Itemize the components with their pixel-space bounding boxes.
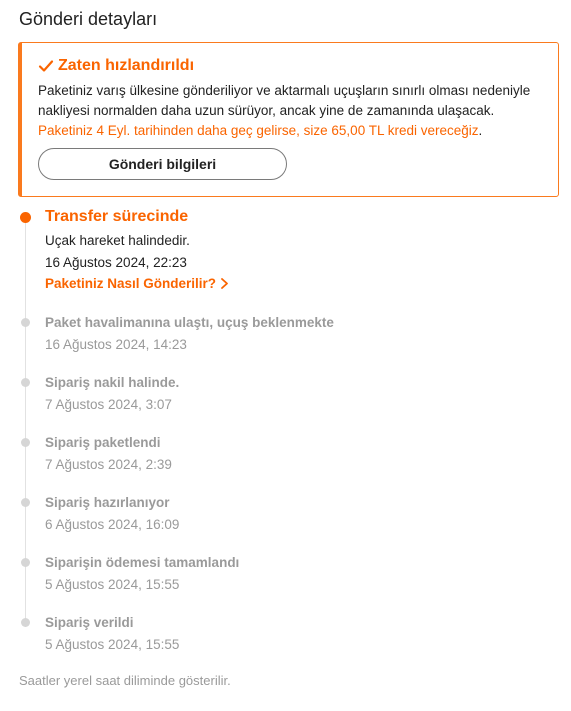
credit-promise	[38, 121, 548, 141]
timeline-step-date: 6 Ağustos 2024, 16:09	[45, 517, 180, 532]
timezone-note: Saatler yerel saat diliminde gösterilir.	[19, 673, 231, 688]
shipping-info-link-label: Paketiniz Nasıl Gönderilir?	[45, 276, 217, 291]
timeline-dot	[21, 618, 30, 627]
current-status-date: 16 Ağustos 2024, 22:23	[45, 255, 187, 270]
timeline-dot	[21, 498, 30, 507]
timeline-step-title: Sipariş paketlendi	[45, 435, 161, 450]
current-status-description: Uçak hareket halindedir.	[45, 233, 190, 248]
current-status-title: Transfer sürecinde	[45, 208, 189, 225]
timeline-step-date: 7 Ağustos 2024, 2:39	[45, 457, 172, 472]
timeline-step-date: 5 Ağustos 2024, 15:55	[45, 577, 180, 592]
timeline-step-date: 7 Ağustos 2024, 3:07	[45, 397, 172, 412]
alert-header	[38, 57, 194, 75]
chevron-right-icon	[220, 278, 229, 289]
timeline-step-title: Sipariş nakil halinde.	[45, 375, 180, 390]
shipment-info-button[interactable]: Gönderi bilgileri	[38, 148, 287, 180]
alert-message: Paketiniz varış ülkesine gönderiliyor ve aktarmalı uçuşların sınırlı olması nedeniyle nakliyesi normalden daha uzun sürüyor, ancak yine de zamanında ulaşacak.	[38, 83, 531, 118]
check-icon	[38, 58, 54, 74]
timeline-step-title: Siparişin ödemesi tamamlandı	[45, 555, 240, 570]
timeline-step-date: 16 Ağustos 2024, 14:23	[45, 337, 187, 352]
page-title: Gönderi detayları	[19, 9, 158, 29]
timeline-step-date: 5 Ağustos 2024, 15:55	[45, 637, 180, 652]
shipping-info-link[interactable]	[45, 276, 229, 291]
alert-title: Zaten hızlandırıldı	[58, 57, 195, 74]
timeline-step-title: Paket havalimanına ulaştı, uçuş beklenmekte	[45, 315, 334, 330]
timeline-dot	[21, 438, 30, 447]
credit-period: .	[478, 123, 483, 138]
timeline-dot	[21, 318, 30, 327]
timeline-dot	[21, 378, 30, 387]
timeline-step-title: Sipariş hazırlanıyor	[45, 495, 170, 510]
credit-text: Paketiniz 4 Eyl. tarihinden daha geç gelirse, size 65,00 TL kredi vereceğiz	[38, 123, 479, 138]
expedited-alert	[18, 42, 559, 197]
timeline-dot	[21, 558, 30, 567]
timeline-dot-active	[20, 212, 31, 223]
timeline-step-title: Sipariş verildi	[45, 615, 134, 630]
